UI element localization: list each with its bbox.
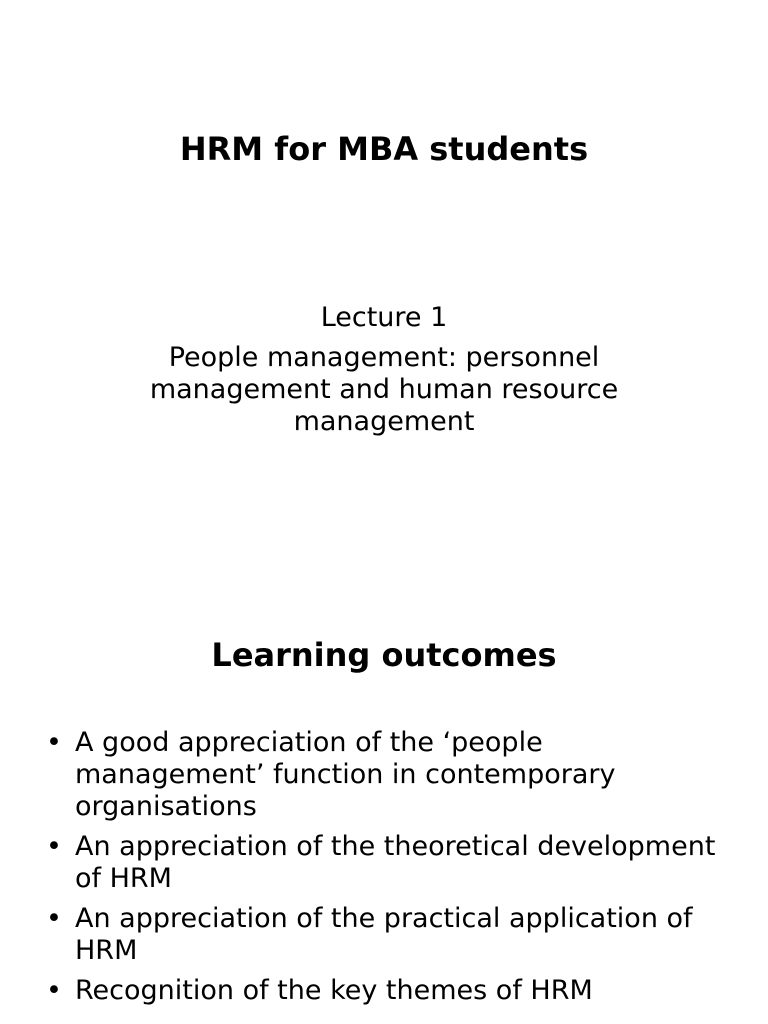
course-title: HRM for MBA students (179, 130, 589, 168)
lecture-number: Lecture 1 (320, 302, 448, 333)
bullet-icon: • (46, 903, 62, 934)
list-item (40, 727, 740, 823)
outcome-text: An appreciation of the practical application of HRM (75, 903, 693, 966)
bullet-icon: • (46, 727, 62, 758)
bullet-icon: • (46, 975, 62, 1006)
outcome-text: A good appreciation of the ‘people management’ function in contemporary organisations (75, 727, 616, 822)
outcome-text: Recognition of the key themes of HRM (75, 975, 593, 1006)
list-item (40, 903, 740, 967)
lecture-description: People management: personnel management and human resource management (149, 342, 619, 437)
lecture-subtitle (96, 302, 672, 438)
list-item (40, 975, 740, 1007)
outcome-text: An appreciation of the theoretical development of HRM (75, 831, 716, 894)
learning-outcomes-title: Learning outcomes (211, 636, 557, 674)
bullet-icon: • (46, 831, 62, 862)
learning-outcomes-slide (0, 576, 768, 1024)
list-item (40, 831, 740, 895)
learning-outcomes-list (40, 727, 740, 1015)
